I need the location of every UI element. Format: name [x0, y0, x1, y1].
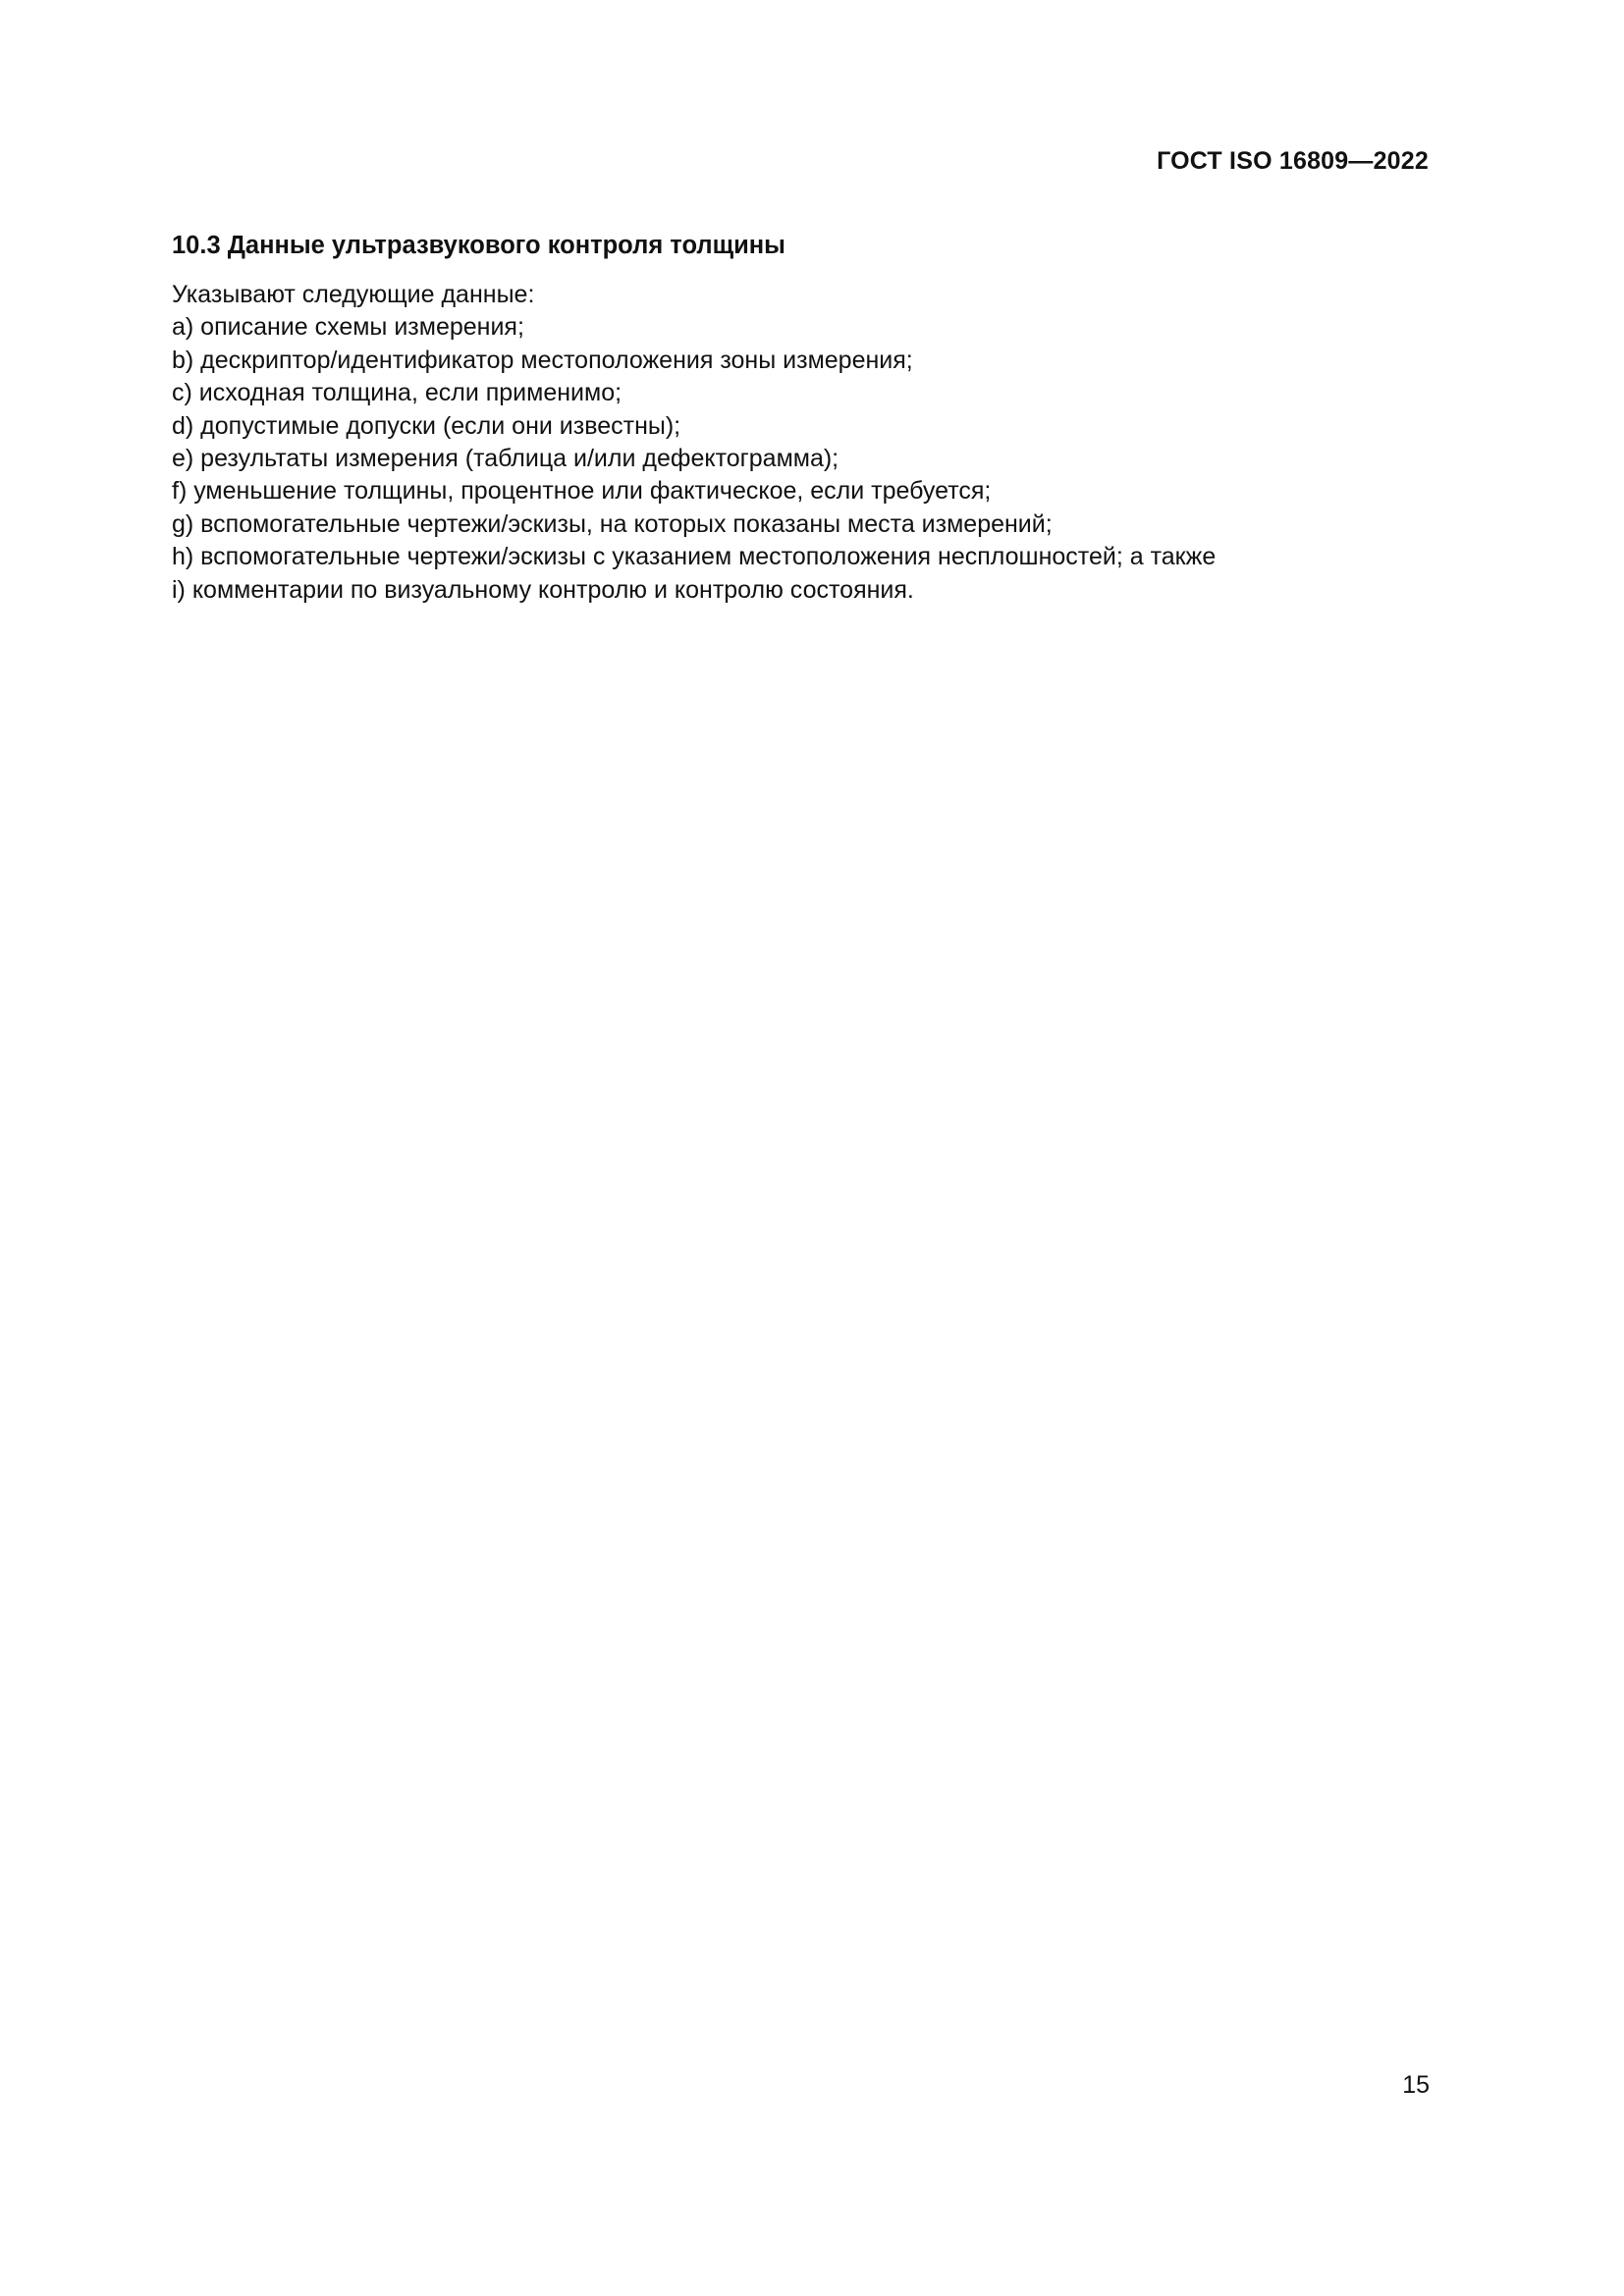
list-item-b: b) дескриптор/идентификатор местоположения зоны измерения; — [172, 346, 913, 374]
list-item-c: c) исходная толщина, если применимо; — [172, 379, 623, 407]
list-item-g: g) вспомогательные чертежи/эскизы, на которых показаны места измерений; — [172, 509, 1053, 538]
list-item-h: h) вспомогательные чертежи/эскизы с указанием местоположения несплошностей; а также — [172, 543, 1217, 571]
page-number: 15 — [1402, 2071, 1430, 2099]
intro-line: Указывают следующие данные: — [172, 281, 535, 308]
section-body — [172, 279, 1438, 607]
list-item-a: a) описание схемы измерения; — [172, 313, 524, 342]
list-item-d: d) допустимые допуски (если они известны); — [172, 411, 681, 440]
section-heading: 10.3 Данные ультразвукового контроля толщины — [172, 232, 785, 259]
list-item-i: i) комментарии по визуальному контролю и контролю состояния. — [172, 575, 914, 604]
list-item-f: f) уменьшение толщины, процентное или фактическое, если требуется; — [172, 477, 992, 506]
document-header: ГОСТ ISO 16809—2022 — [1157, 147, 1429, 175]
list-item-e: e) результаты измерения (таблица и/или дефектограмма); — [172, 445, 839, 473]
